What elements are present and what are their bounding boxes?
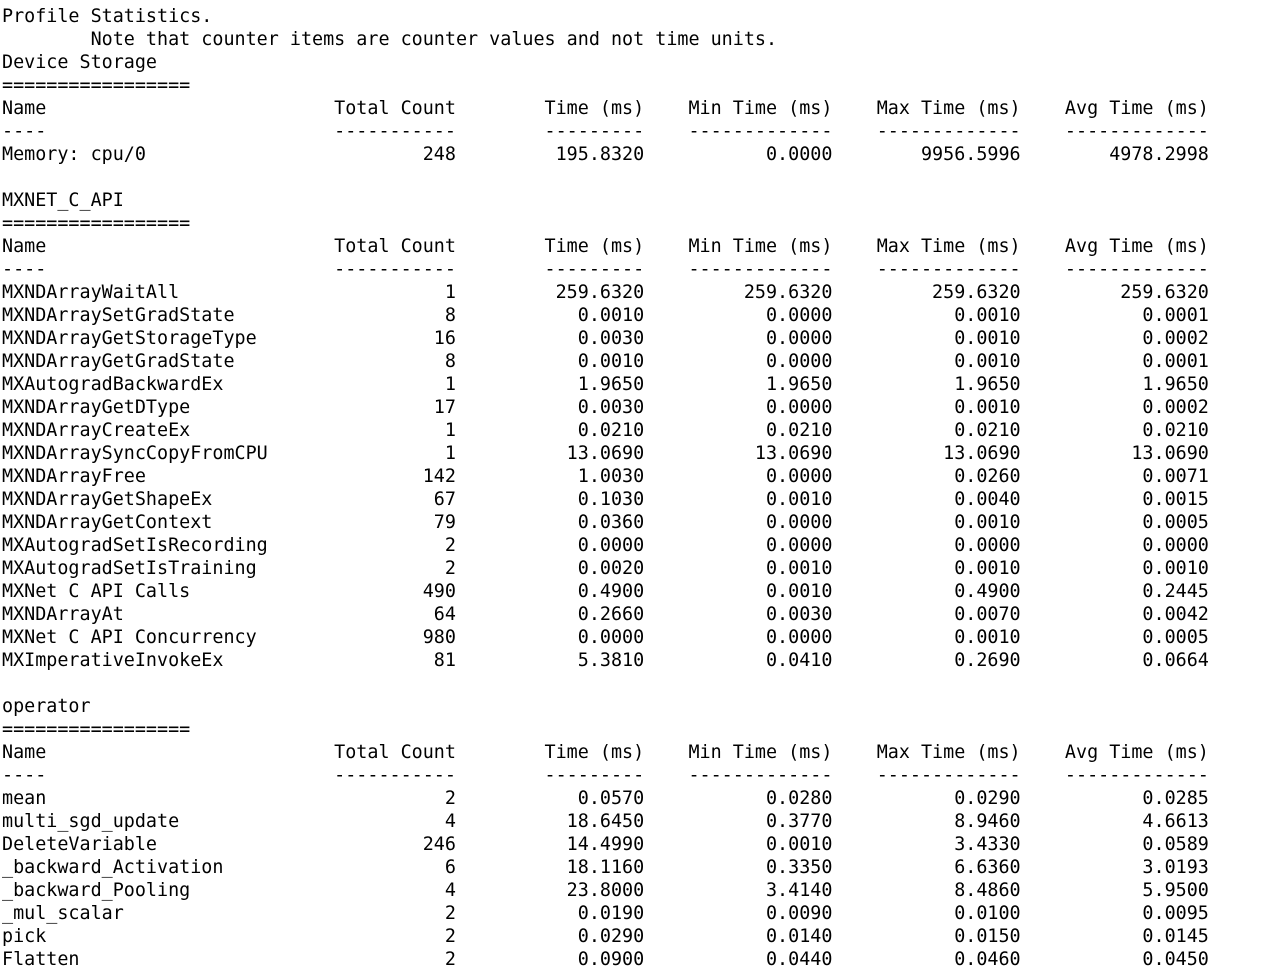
terminal-line: MXNDArrayCreateEx 1 0.0210 0.0210 0.0210 0.0210 [2,420,1209,441]
terminal-line [2,166,1209,189]
terminal-line: ---- ----------- --------- ------------- ------------- ------------- [2,121,1209,142]
terminal-line: MXAutogradSetIsTraining 2 0.0020 0.0010 0.0010 0.0010 [2,558,1209,579]
terminal-line: ================= [2,719,191,740]
terminal-line: Name Total Count Time (ms) Min Time (ms) Max Time (ms) Avg Time (ms) [2,742,1209,763]
terminal-line: _mul_scalar 2 0.0190 0.0090 0.0100 0.0095 [2,903,1209,924]
terminal-line: ---- ----------- --------- ------------- ------------- ------------- [2,259,1209,280]
terminal-line: Name Total Count Time (ms) Min Time (ms) Max Time (ms) Avg Time (ms) [2,98,1209,119]
terminal-line: ================= [2,75,191,96]
terminal-line: ---- ----------- --------- ------------- ------------- ------------- [2,765,1209,786]
terminal-line: MXNDArrayGetGradState 8 0.0010 0.0000 0.0010 0.0001 [2,351,1209,372]
terminal-line: Flatten 2 0.0900 0.0440 0.0460 0.0450 [2,949,1209,970]
terminal-line: MXNDArrayFree 142 1.0030 0.0000 0.0260 0.0071 [2,466,1209,487]
terminal-line: Device Storage [2,52,158,73]
terminal-line: MXNDArrayGetDType 17 0.0030 0.0000 0.0010 0.0002 [2,397,1209,418]
terminal-line: Name Total Count Time (ms) Min Time (ms) Max Time (ms) Avg Time (ms) [2,236,1209,257]
terminal-line: ================= [2,213,191,234]
terminal-line: MXNDArraySyncCopyFromCPU 1 13.0690 13.0690 13.0690 13.0690 [2,443,1209,464]
terminal-line: MXNET_C_API [2,190,124,211]
terminal-line: MXAutogradBackwardEx 1 1.9650 1.9650 1.9650 1.9650 [2,374,1209,395]
terminal-line: _backward_Activation 6 18.1160 0.3350 6.6360 3.0193 [2,857,1209,878]
terminal-line: MXNDArraySetGradState 8 0.0010 0.0000 0.0010 0.0001 [2,305,1209,326]
terminal-line: MXNDArrayGetShapeEx 67 0.1030 0.0010 0.0040 0.0015 [2,489,1209,510]
terminal-line: MXNDArrayAt 64 0.2660 0.0030 0.0070 0.0042 [2,604,1209,625]
terminal-line: MXNDArrayGetContext 79 0.0360 0.0000 0.0010 0.0005 [2,512,1209,533]
terminal-line: MXNDArrayGetStorageType 16 0.0030 0.0000 0.0010 0.0002 [2,328,1209,349]
terminal-line: pick 2 0.0290 0.0140 0.0150 0.0145 [2,926,1209,947]
terminal-output [2,5,1209,971]
terminal-line: MXNDArrayWaitAll 1 259.6320 259.6320 259.6320 259.6320 [2,282,1209,303]
terminal-line: Note that counter items are counter values and not time units. [2,29,778,50]
terminal-line: MXImperativeInvokeEx 81 5.3810 0.0410 0.2690 0.0664 [2,650,1209,671]
terminal-line: _backward_Pooling 4 23.8000 3.4140 8.4860 5.9500 [2,880,1209,901]
terminal-line: multi_sgd_update 4 18.6450 0.3770 8.9460 4.6613 [2,811,1209,832]
terminal-line: DeleteVariable 246 14.4990 0.0010 3.4330 0.0589 [2,834,1209,855]
terminal-line: mean 2 0.0570 0.0280 0.0290 0.0285 [2,788,1209,809]
terminal-line: MXNet C API Concurrency 980 0.0000 0.0000 0.0010 0.0005 [2,627,1209,648]
terminal-line: Memory: cpu/0 248 195.8320 0.0000 9956.5996 4978.2998 [2,144,1209,165]
terminal-line [2,672,1209,695]
terminal-line: MXAutogradSetIsRecording 2 0.0000 0.0000 0.0000 0.0000 [2,535,1209,556]
terminal-line: Profile Statistics. [2,6,213,27]
terminal-line: MXNet C API Calls 490 0.4900 0.0010 0.4900 0.2445 [2,581,1209,602]
terminal-line: operator [2,696,91,717]
